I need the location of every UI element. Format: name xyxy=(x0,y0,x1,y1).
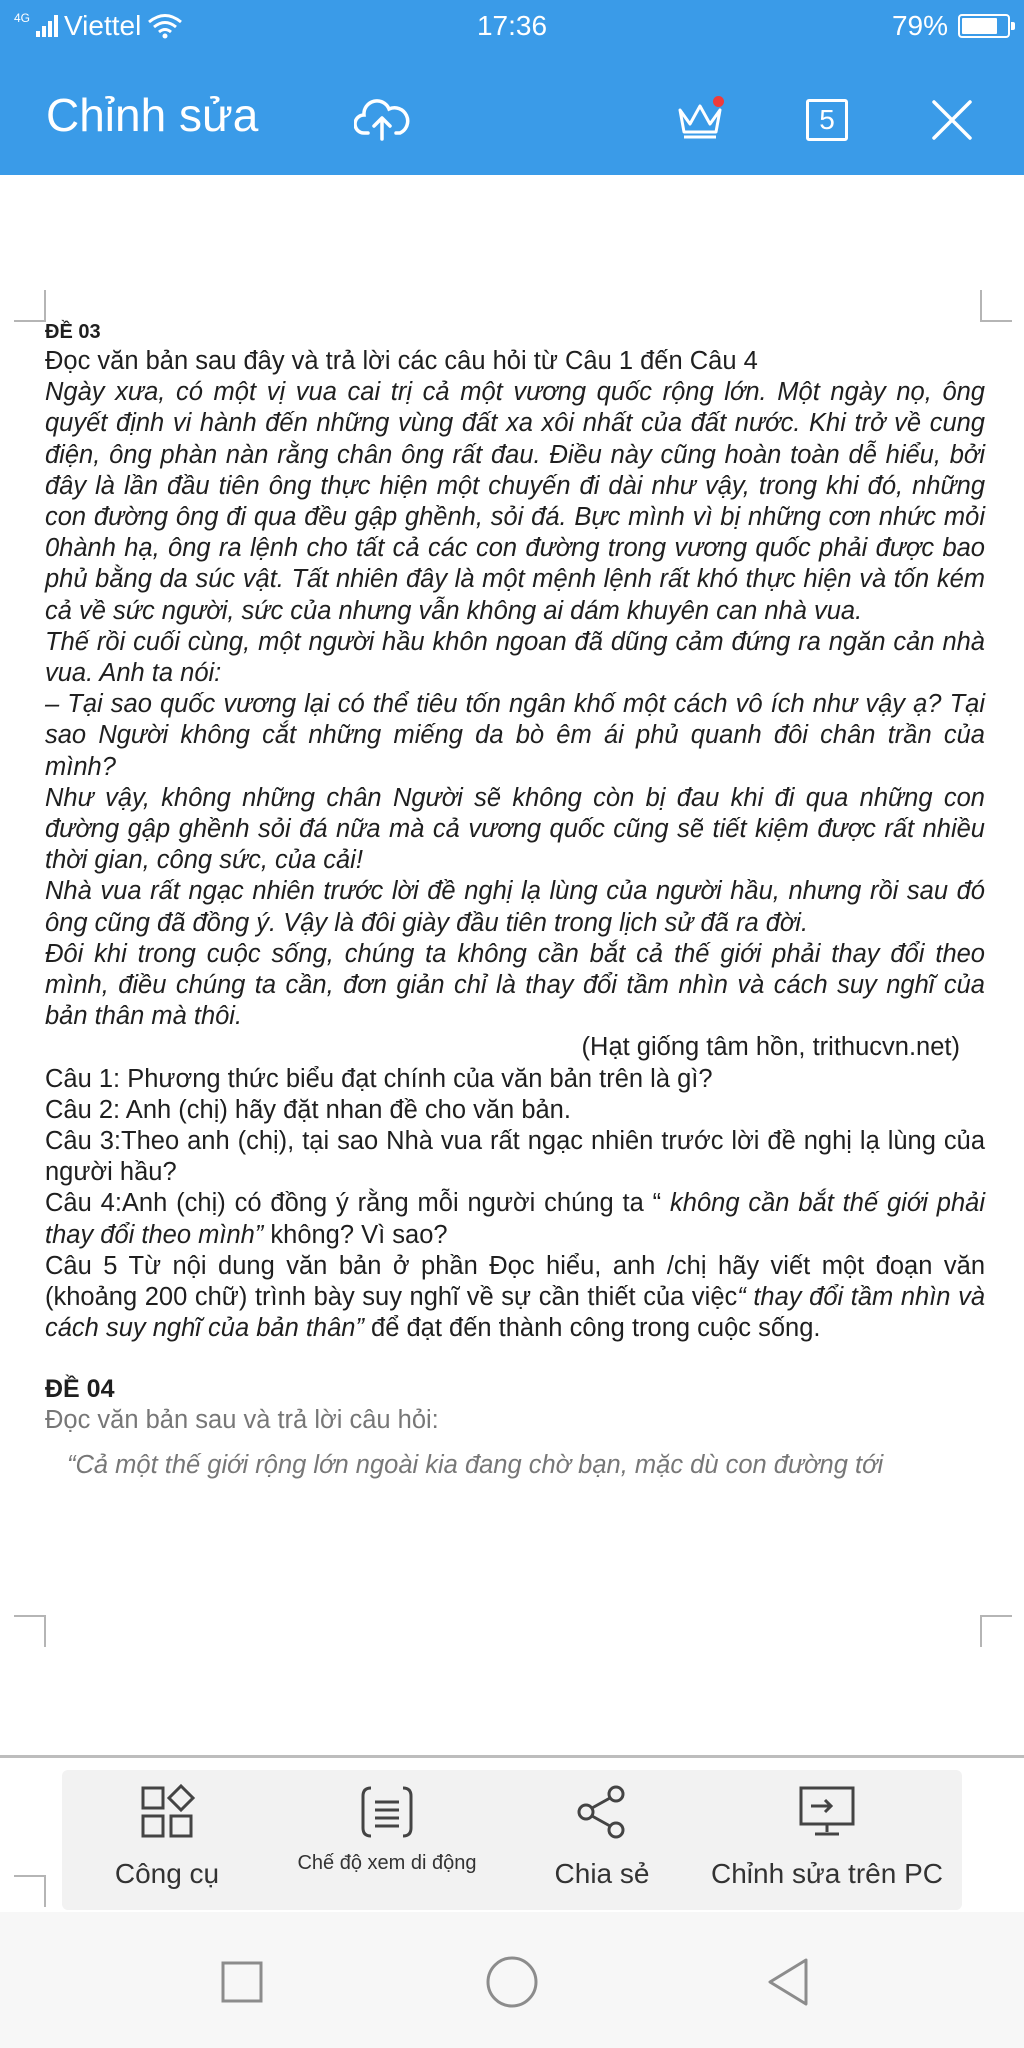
story-paragraph: Thế rồi cuối cùng, một người hầu khôn ngoan đã dũng cảm đứng ra ngăn cản nhà vua. Anh ta nói: xyxy=(45,627,985,688)
edit-on-pc-label: Chỉnh sửa trên PC xyxy=(711,1858,943,1889)
de04-instruction: Đọc văn bản sau và trả lời câu hỏi: xyxy=(45,1405,439,1434)
premium-button[interactable] xyxy=(670,90,730,150)
close-icon xyxy=(930,98,974,142)
question-4-prefix: Câu 4:Anh (chị) có đồng ý rằng mỗi người chúng ta “ xyxy=(45,1189,662,1218)
de04-quote: “Cả một thế giới rộng lớn ngoài kia đang chờ bạn, mặc dù con đường tới xyxy=(67,1450,884,1479)
recents-button[interactable] xyxy=(212,1952,272,2012)
mobile-view-label: Chế độ xem di động xyxy=(297,1852,477,1874)
share-icon xyxy=(574,1784,630,1840)
tools-button[interactable] xyxy=(82,1770,252,1910)
page-corner-mark xyxy=(14,1615,46,1647)
square-icon xyxy=(220,1960,264,2004)
question-5-suffix: để đạt đến thành công trong cuộc sống. xyxy=(363,1314,821,1343)
toolbar-divider xyxy=(0,1755,1024,1758)
question-4-suffix: không? Vì sao? xyxy=(263,1220,448,1249)
system-nav-bar xyxy=(0,1912,1024,2048)
question-1: Câu 1: Phương thức biểu đạt chính của văn bản trên là gì? xyxy=(45,1064,713,1093)
story-paragraph: Ngày xưa, có một vị vua cai trị cả một vương quốc rộng lớn. Một ngày nọ, ông quyết định vi hành đến những vùng đất xa xôi nhất của đất nước. Khi trở về cung điện, ông phàn nàn rằng chân ông rất đau. Điều này cũng hoàn toàn dễ hiểu, bởi đây là lần đầu tiên ông thực hiện một chuyến đi dài như vậy, trong khi đó, những con đường ông đi qua đều gập ghềnh, sỏi đá. Bực mình vì bị những cơn nhức mỏi 0hành hạ, ông ra lệnh cho tất cả các con đường trong vương quốc phải được bao phủ bằng da súc vật. Tất nhiên đây là một mệnh lệnh rất khó thực hiện và tốn kém cả về sức người, sức của nhưng vẫn không ai dám khuyên can nhà vua. xyxy=(45,378,985,625)
cloud-upload-icon xyxy=(354,97,410,143)
story-paragraph: – Tại sao quốc vương lại có thể tiêu tốn ngân khố một cách vô ích như vậy ạ? Tại sao Người không cắt những miếng da bò êm ái phủ quanh đôi chân trần của mình? xyxy=(45,690,985,781)
question-5-quote: “ thay đổi tầm nhìn và cách suy nghĩ của bản thân” xyxy=(45,1283,986,1343)
question-5-prefix: Câu 5 Từ nội dung văn bản ở phần Đọc hiểu, anh /chị hãy viết một đoạn văn (khoảng 200 chữ) trình bày suy nghĩ về sự cần thiết của việc xyxy=(45,1251,985,1312)
tab-count: 5 xyxy=(806,99,848,141)
question-2: Câu 2: Anh (chị) hãy đặt nhan đề cho văn bản. xyxy=(45,1095,571,1124)
question-5 xyxy=(45,1251,985,1345)
battery-icon xyxy=(958,14,1010,38)
triangle-back-icon xyxy=(764,1956,812,2008)
page-corner-mark xyxy=(980,1615,1012,1647)
de04-heading: ĐỀ 04 xyxy=(45,1374,115,1403)
story-paragraph: Nhà vua rất ngạc nhiên trước lời đề nghị lạ lùng của người hầu, nhưng rồi sau đó ông cũng đã đồng ý. Vậy là đôi giày đầu tiên trong lịch sử đã ra đời. xyxy=(45,877,985,937)
bottom-toolbar xyxy=(62,1770,962,1910)
carrier-name: Viettel xyxy=(64,10,142,41)
question-3: Câu 3:Theo anh (chị), tại sao Nhà vua rất ngạc nhiên trước lời đề nghị lạ lùng của người hầu? xyxy=(45,1127,985,1187)
question-4-quote: không cần bắt thế giới phải thay đổi theo mình” xyxy=(45,1189,985,1249)
home-button[interactable] xyxy=(482,1952,542,2012)
network-type: 4G xyxy=(14,11,31,25)
circle-icon xyxy=(485,1955,539,2009)
upload-button[interactable] xyxy=(352,90,412,150)
tools-grid-icon xyxy=(139,1784,195,1840)
story-paragraph: Như vậy, không những chân Người sẽ không còn bị đau khi đi qua những con đường gập ghềnh sỏi đá nữa mà cả vương quốc cũng sẽ tiết kiệm được rất nhiều thời gian, công sức, của cải! xyxy=(45,783,985,875)
tools-label: Công cụ xyxy=(114,1858,220,1889)
back-button[interactable] xyxy=(758,1952,818,2012)
page-corner-mark xyxy=(14,290,46,322)
document-body[interactable] xyxy=(45,318,985,1481)
app-bar xyxy=(0,60,1024,175)
edit-on-pc-button[interactable] xyxy=(702,1770,952,1910)
mobile-view-icon xyxy=(359,1784,415,1840)
source-citation: (Hạt giống tâm hồn, trithucvn.net) xyxy=(581,1033,960,1062)
share-label: Chia sẻ xyxy=(554,1858,650,1889)
mobile-view-button[interactable] xyxy=(277,1770,497,1910)
instruction-text: Đọc văn bản sau đây và trả lời các câu hỏi từ Câu 1 đến Câu 4 xyxy=(45,347,758,375)
status-bar xyxy=(0,0,1024,52)
status-time: 17:36 xyxy=(476,10,548,41)
story-paragraph: Đôi khi trong cuộc sống, chúng ta không cần bắt cả thế giới phải thay đổi theo mình, điều chúng ta cần, đơn giản chỉ là thay đổi tầm nhìn và cách suy nghĩ của bản thân mà thôi. xyxy=(45,939,985,1031)
battery-fill xyxy=(962,18,997,34)
page-title: Chỉnh sửa xyxy=(46,89,259,141)
question-4 xyxy=(45,1188,985,1250)
share-button[interactable] xyxy=(517,1770,687,1910)
notification-dot xyxy=(713,96,724,107)
close-button[interactable] xyxy=(922,90,982,150)
top-bar xyxy=(0,0,1024,175)
de03-heading: ĐỀ 03 xyxy=(45,321,101,343)
battery-percent: 79% xyxy=(891,10,948,41)
status-right xyxy=(892,10,1010,42)
monitor-icon xyxy=(797,1784,857,1840)
tab-count-button[interactable] xyxy=(797,90,857,150)
page-corner-mark xyxy=(14,1875,46,1907)
